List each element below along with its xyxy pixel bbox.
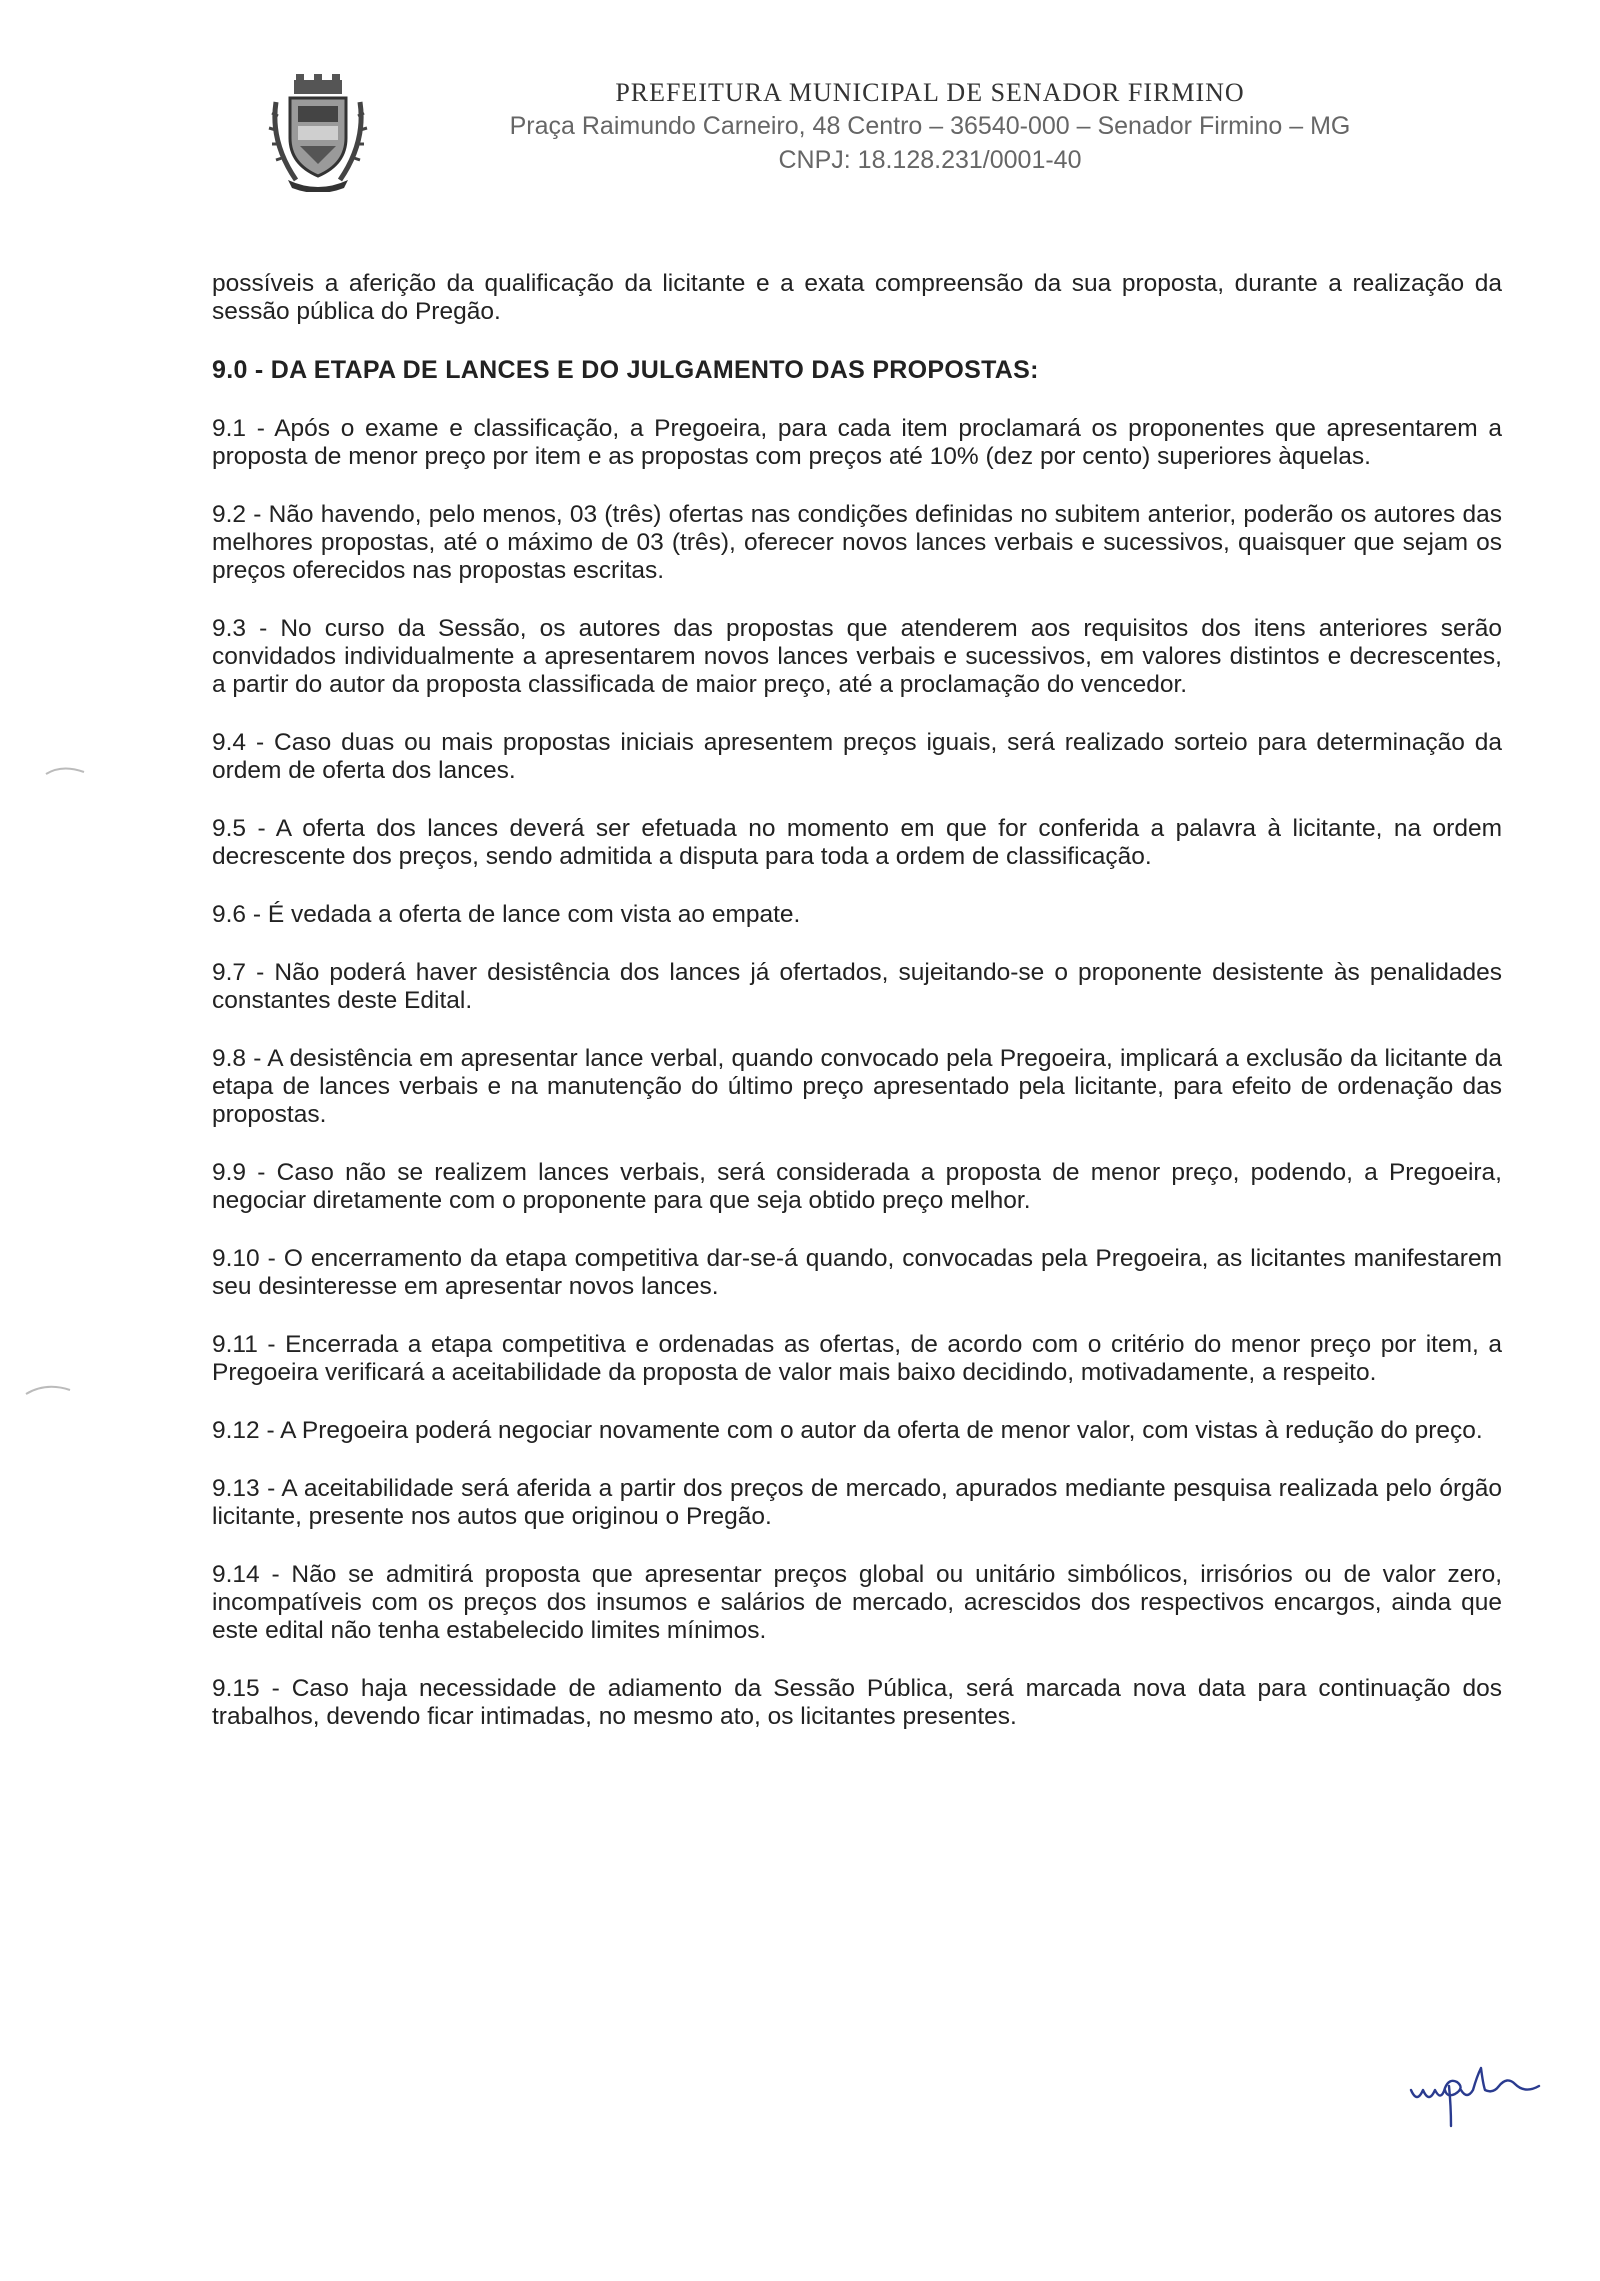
letterhead: [400, 78, 1460, 178]
organization-name: PREFEITURA MUNICIPAL DE SENADOR FIRMINO: [615, 78, 1245, 107]
clause-9-5: 9.5 - A oferta dos lances deverá ser efetuada no momento em que for conferida a palavra à licitante, na ordem decrescente dos preços, sendo admitida a disputa para toda a ordem de classificação.: [212, 815, 1502, 870]
organization-cnpj: CNPJ: 18.128.231/0001-40: [778, 146, 1082, 174]
clause-9-2: 9.2 - Não havendo, pelo menos, 03 (três) ofertas nas condições definidas no subitem anterior, poderão os autores das melhores propostas, até o máximo de 03 (três), oferecer novos lances verbais e sucessivos, quaisquer que sejam os preços oferecidos nas propostas escritas.: [212, 501, 1502, 584]
clause-9-7: 9.7 - Não poderá haver desistência dos lances já ofertados, sujeitando-se o proponente desistente às penalidades constantes deste Edital.: [212, 959, 1502, 1014]
organization-address: Praça Raimundo Carneiro, 48 Centro – 36540-000 – Senador Firmino – MG: [509, 112, 1351, 140]
clause-9-4: 9.4 - Caso duas ou mais propostas iniciais apresentem preços iguais, será realizado sorteio para determinação da ordem de oferta dos lances.: [212, 729, 1502, 784]
clause-9-6: 9.6 - É vedada a oferta de lance com vista ao empate.: [212, 901, 801, 928]
clause-9-10: 9.10 - O encerramento da etapa competitiva dar-se-á quando, convocadas pela Pregoeira, as licitantes manifestarem seu desinteresse em apresentar novos lances.: [212, 1245, 1502, 1300]
intro-paragraph: possíveis a aferição da qualificação da licitante e a exata compreensão da sua proposta, durante a realização da sessão pública do Pregão.: [212, 270, 1502, 325]
scan-mark-upper: [44, 760, 88, 780]
section-title: 9.0 - DA ETAPA DE LANCES E DO JULGAMENTO DAS PROPOSTAS:: [212, 356, 1039, 384]
clause-9-14: 9.14 - Não se admitirá proposta que apresentar preços global ou unitário simbólicos, irrisórios ou de valor zero, incompatíveis com os preços dos insumos e salários de mercado, acrescidos dos respectivos encargos, ainda que este edital não tenha estabelecido limites mínimos.: [212, 1561, 1502, 1644]
document-body: [212, 270, 1502, 1761]
coat-of-arms-icon: [268, 72, 368, 192]
clause-9-11: 9.11 - Encerrada a etapa competitiva e ordenadas as ofertas, de acordo com o critério do menor preço por item, a Pregoeira verificará a aceitabilidade da proposta de valor mais baixo decidindo, motivadamente, a respeito.: [212, 1331, 1502, 1386]
clause-9-13: 9.13 - A aceitabilidade será aferida a partir dos preços de mercado, apurados mediante pesquisa realizada pelo órgão licitante, presente nos autos que originou o Pregão.: [212, 1475, 1502, 1530]
handwritten-initials-signature: [1405, 2060, 1555, 2130]
scan-mark-lower: [24, 1380, 74, 1400]
clause-9-3: 9.3 - No curso da Sessão, os autores das propostas que atenderem aos requisitos dos itens anteriores serão convidados individualmente a apresentarem novos lances verbais e sucessivos, em valores distintos e decrescentes, a partir do autor da proposta classificada de maior preço, até a proclamação do vencedor.: [212, 615, 1502, 698]
clause-9-1: 9.1 - Após o exame e classificação, a Pregoeira, para cada item proclamará os proponentes que apresentarem a proposta de menor preço por item e as propostas com preços até 10% (dez por cento) superiores àquelas.: [212, 415, 1502, 470]
clause-9-8: 9.8 - A desistência em apresentar lance verbal, quando convocado pela Pregoeira, implicará a exclusão da licitante da etapa de lances verbais e na manutenção do último preço apresentado pela licitante, para efeito de ordenação das propostas.: [212, 1045, 1502, 1128]
clause-9-9: 9.9 - Caso não se realizem lances verbais, será considerada a proposta de menor preço, podendo, a Pregoeira, negociar diretamente com o proponente para que seja obtido preço melhor.: [212, 1159, 1502, 1214]
clause-9-15: 9.15 - Caso haja necessidade de adiamento da Sessão Pública, será marcada nova data para continuação dos trabalhos, devendo ficar intimadas, no mesmo ato, os licitantes presentes.: [212, 1675, 1502, 1730]
clause-9-12: 9.12 - A Pregoeira poderá negociar novamente com o autor da oferta de menor valor, com vistas à redução do preço.: [212, 1417, 1483, 1444]
